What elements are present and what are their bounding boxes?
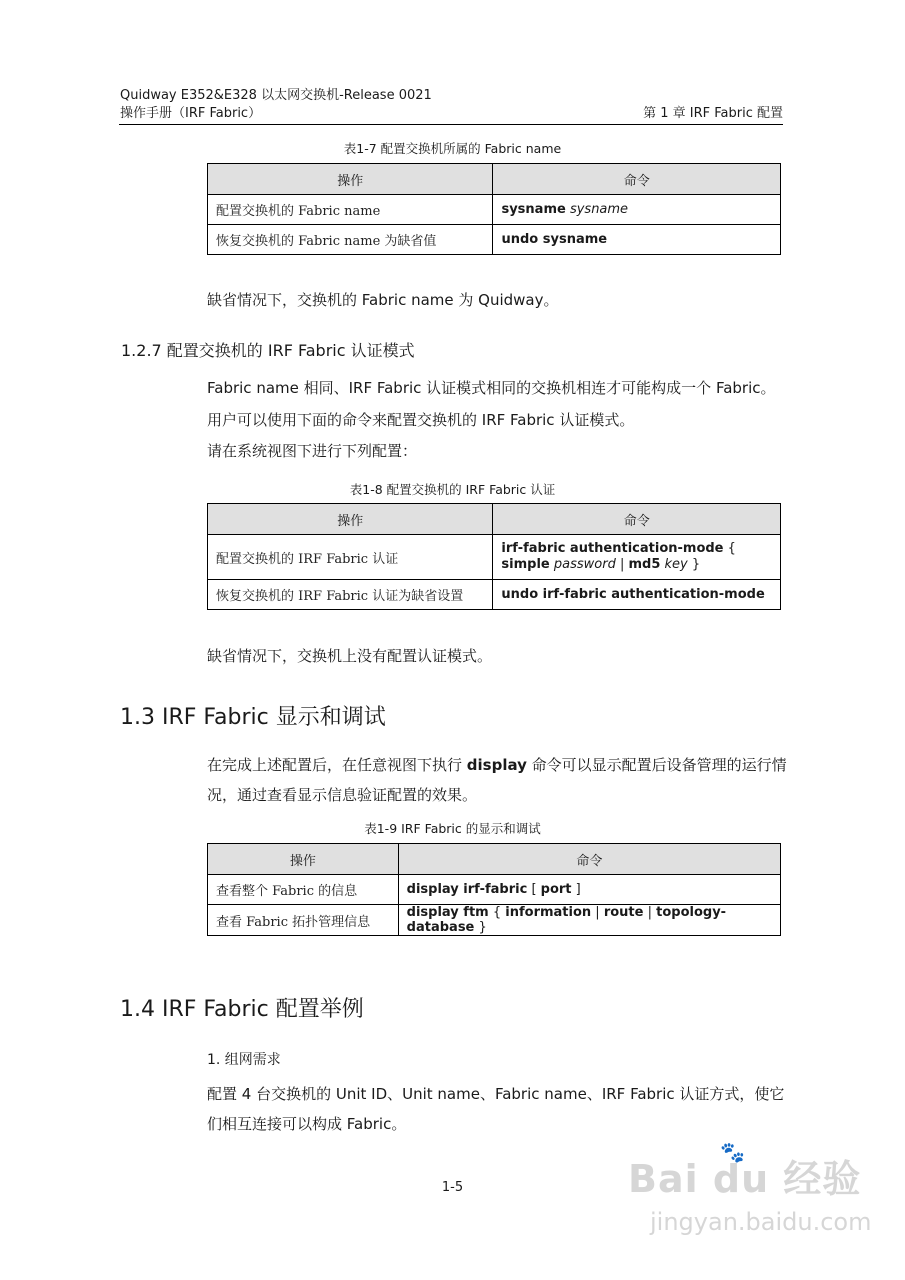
table-fabric-name (207, 163, 781, 255)
table-row (208, 905, 781, 936)
table-row (208, 225, 781, 255)
table3-caption: 表1-9 IRF Fabric 的显示和调试 (364, 821, 541, 836)
section-13-p1: 在完成上述配置后，在任意视图下执行 display 命令可以显示配置后设备管理的运行情况，通过查看显示信息验证配置的效果。 (207, 756, 787, 804)
table2-row1-op: 配置交换机的 IRF Fabric 认证 (208, 535, 493, 580)
table1-row1-op: 配置交换机的 Fabric name (208, 195, 493, 225)
section-14-subheading: 1. 组网需求 (207, 1052, 281, 1068)
table-row (208, 195, 781, 225)
paragraph-default-auth: 缺省情况下，交换机上没有配置认证模式。 (207, 647, 493, 665)
table1-header-cmd: 命令 (493, 164, 781, 195)
doc-header-chapter: 第 1 章 IRF Fabric 配置 (643, 106, 783, 121)
section-14-heading: 1.4 IRF Fabric 配置举例 (120, 997, 364, 1022)
page-number: 1-5 (441, 1180, 464, 1195)
table3-row2-cmd: display ftm { information | route | topology-database } (398, 905, 780, 936)
section-127-p2: 用户可以使用下面的命令来配置交换机的 IRF Fabric 认证模式。 (207, 411, 635, 429)
watermark-brand: Bai du 经验 (628, 1157, 862, 1201)
table-row (208, 580, 781, 610)
table2-caption: 表1-8 配置交换机的 IRF Fabric 认证 (349, 482, 556, 497)
table-row (208, 535, 781, 580)
table3-row2-op: 查看 Fabric 拓扑管理信息 (208, 905, 399, 936)
table2-row1-cmd: irf-fabric authentication-mode { simple password | md5 key } (493, 535, 781, 580)
table1-row2-op: 恢复交换机的 Fabric name 为缺省值 (208, 225, 493, 255)
table1-header-op: 操作 (208, 164, 493, 195)
table3-header-cmd: 命令 (398, 844, 780, 875)
table1-row2-cmd: undo sysname (493, 225, 781, 255)
table3-row1-cmd: display irf-fabric [ port ] (398, 875, 780, 905)
paragraph-default-name: 缺省情况下，交换机的 Fabric name 为 Quidway。 (207, 291, 559, 309)
paw-icon: 🐾 (720, 1140, 745, 1164)
table-display-debug (207, 843, 781, 936)
table2-header-op: 操作 (208, 504, 493, 535)
watermark-url: jingyan.baidu.com (650, 1208, 872, 1236)
doc-header-title: Quidway E352&E328 以太网交换机-Release 0021 (120, 88, 432, 103)
table3-header-op: 操作 (208, 844, 399, 875)
table-auth-mode (207, 503, 781, 610)
table-row (208, 875, 781, 905)
table1-caption: 表1-7 配置交换机所属的 Fabric name (343, 141, 562, 156)
table1-row1-cmd: sysname sysname (493, 195, 781, 225)
table3-row1-op: 查看整个 Fabric 的信息 (208, 875, 399, 905)
header-rule (119, 124, 783, 125)
table2-header-cmd: 命令 (493, 504, 781, 535)
section-127-heading: 1.2.7 配置交换机的 IRF Fabric 认证模式 (121, 341, 415, 360)
section-13-heading: 1.3 IRF Fabric 显示和调试 (120, 705, 386, 730)
table2-row2-op: 恢复交换机的 IRF Fabric 认证为缺省设置 (208, 580, 493, 610)
doc-header-manual: 操作手册（IRF Fabric） (120, 106, 262, 121)
section-127-p1: Fabric name 相同、IRF Fabric 认证模式相同的交换机相连才可能构成一个 Fabric。 (207, 379, 776, 397)
section-14-p1: 配置 4 台交换机的 Unit ID、Unit name、Fabric name、IRF Fabric 认证方式，使它们相互连接可以构成 Fabric。 (207, 1085, 785, 1133)
section-127-p3: 请在系统视图下进行下列配置： (207, 442, 418, 460)
table2-row2-cmd: undo irf-fabric authentication-mode (493, 580, 781, 610)
